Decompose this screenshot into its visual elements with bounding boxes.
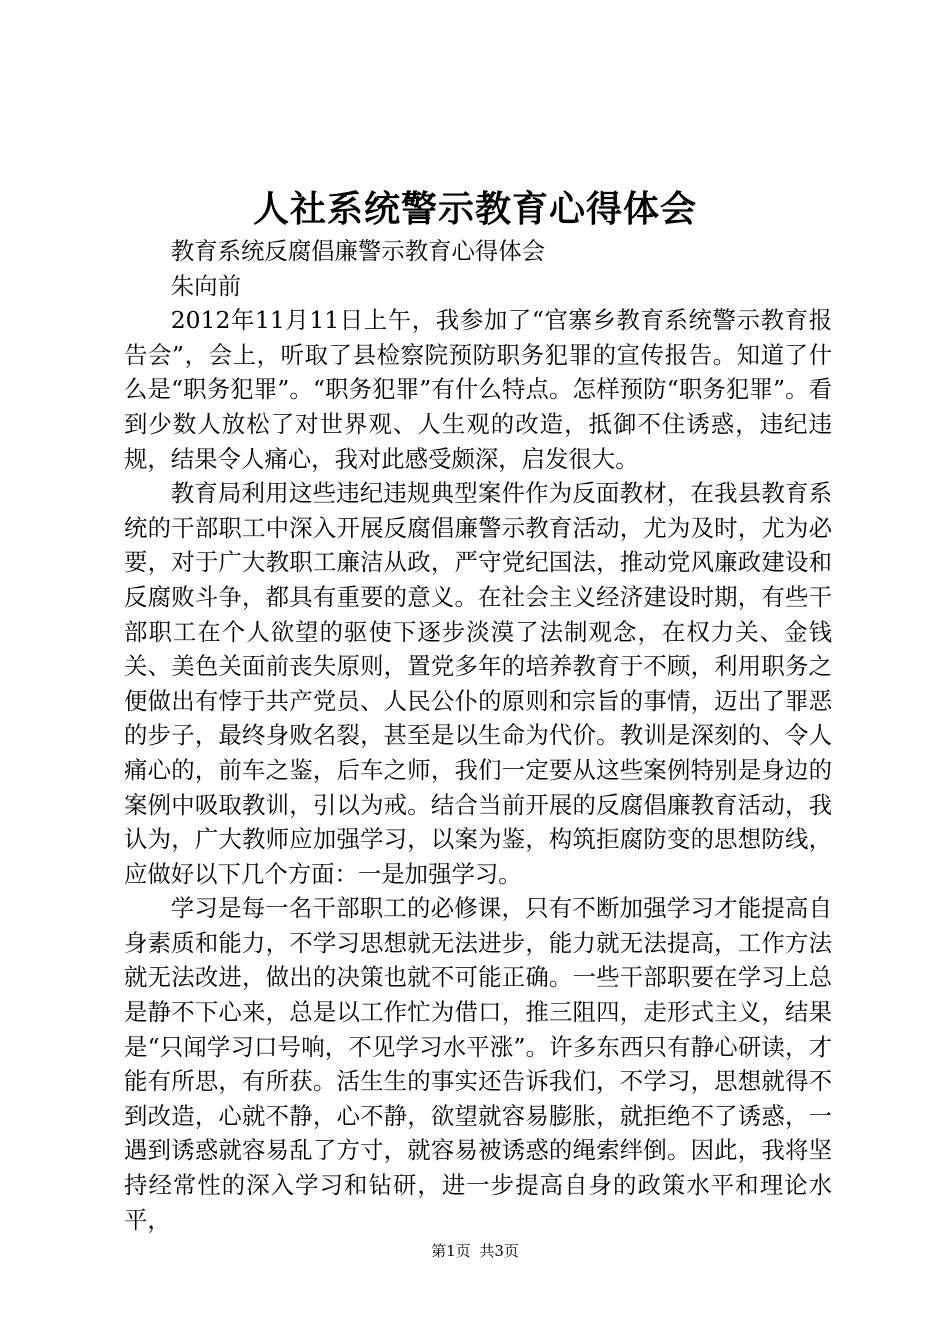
document-title: 人社系统警示教育心得体会 [252, 188, 697, 230]
body-paragraph: 学习是每一名干部职工的必修课，只有不断加强学习才能提高自身素质和能力，不学习思想就无法进步，能力就无法提高，工作方法就无法改进，做出的决策也就不可能正确。一些干部职要在学习上总是静不下心来，总是以工作忙为借口，推三阻四，走形式主义，结果是“只闻学习口号响，不见学习水平涨”。许多东西只有静心研读，才能有所思，有所获。活生生的事实还告诉我们，不学习，思想就得不到改造，心就不静，心不静，欲望就容易膨胀，就拒绝不了诱惑，一遇到诱惑就容易乱了方寸，就容易被诱惑的绳索绊倒。因此，我将坚持经常性的深入学习和钻研，进一步提高自身的政策水平和理论水平， [124, 894, 832, 1234]
page-number: 第1页 共3页 [431, 1242, 519, 1260]
author-paragraph: 朱向前 [170, 271, 241, 300]
body-paragraph: 教育局利用这些违纪违规典型案件作为反面教材，在我县教育系统的干部职工中深入开展反腐倡廉警示教育活动，尤为及时，尤为必要，对于广大教职工廉洁从政，严守党纪国法，推动党风廉政建设和反腐败斗争，都具有重要的意义。在社会主义经济建设时期，有些干部职工在个人欲望的驱使下逐步淡漠了法制观念，在权力关、金钱关、美色关面前丧失原则，置党多年的培养教育于不顾，利用职务之便做出有悖于共产党员、人民公仆的原则和宗旨的事情，迈出了罪恶的步子，最终身败名裂，甚至是以生命为代价。教训是深刻的、令人痛心的，前车之鉴，后车之师，我们一定要从这些案例特别是身边的案例中吸取教训，引以为戒。结合当前开展的反腐倡廉教育活动，我认为，广大教师应加强学习，以案为鉴，构筑拒腐防变的思想防线，应做好以下几个方面：一是加强学习。 [124, 479, 832, 888]
document-body [124, 234, 832, 1237]
subtitle-paragraph: 教育系统反腐倡廉警示教育心得体会 [170, 237, 546, 265]
body-paragraph: 2012年11月11日上午，我参加了“官寨乡教育系统警示教育报告会”，会上，听取了县检察院预防职务犯罪的宣传报告。知道了什么是“职务犯罪”。“职务犯罪”有什么特点。怎样预防“职务犯罪”。看到少数人放松了对世界观、人生观的改造，抵御不住诱惑，违纪违规，结果令人痛心，我对此感受颇深，启发很大。 [124, 306, 832, 473]
